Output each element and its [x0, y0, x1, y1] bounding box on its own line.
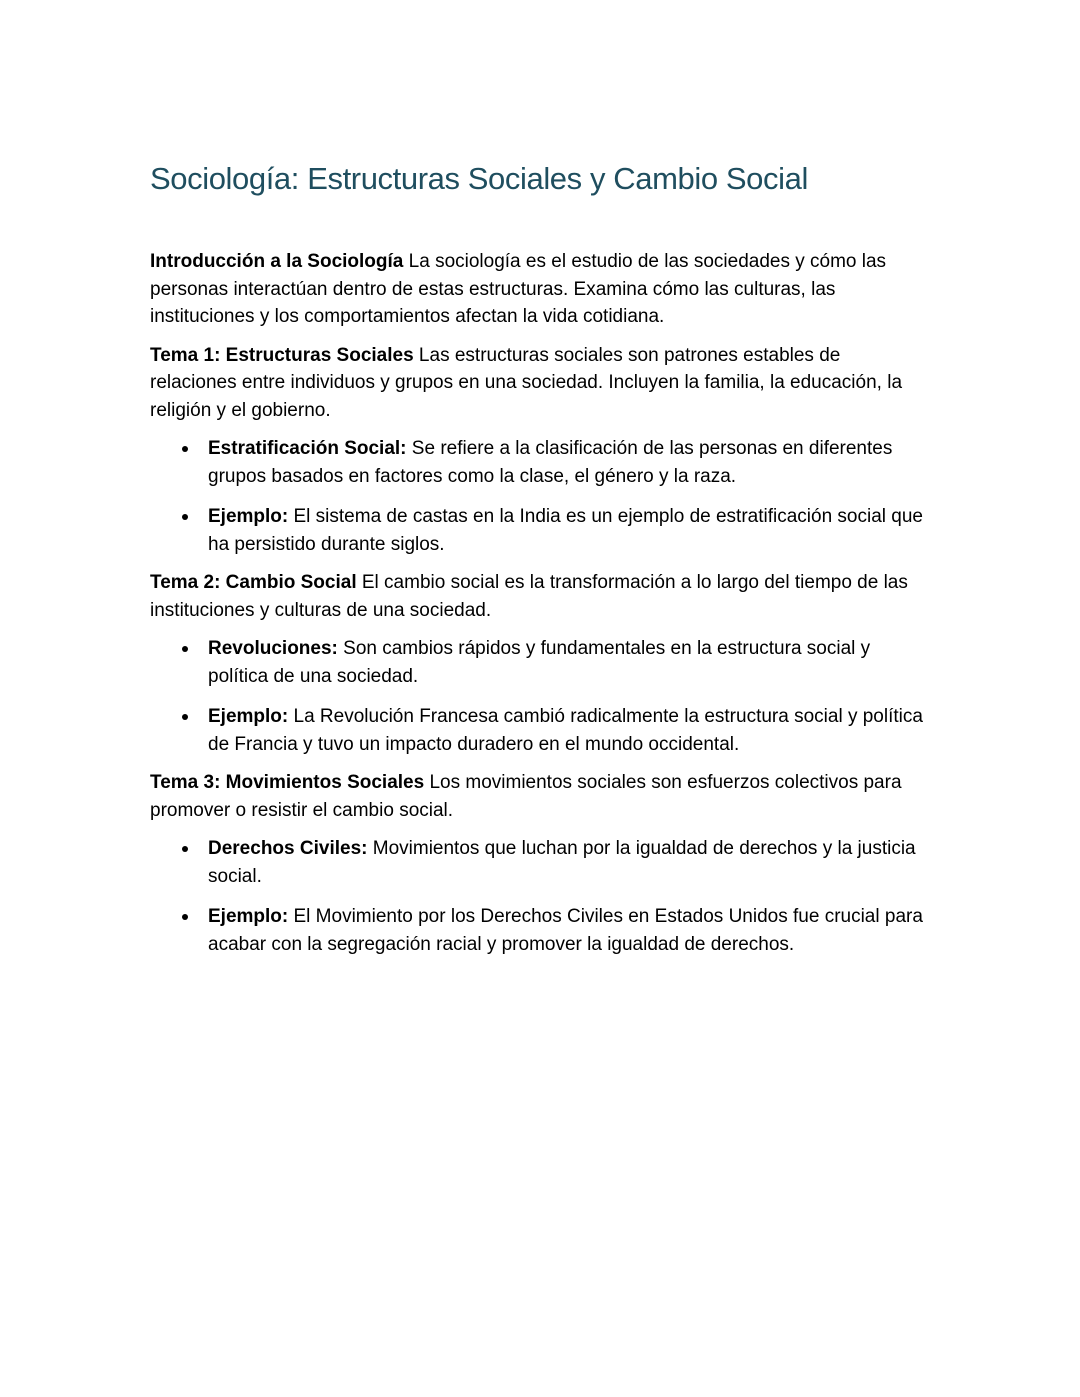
bullet-text: La Revolución Francesa cambió radicalmente la estructura social y política de Francia y tuvo un impacto duradero en el mundo occidental. [208, 706, 923, 755]
paragraph-tema-1 [150, 342, 930, 425]
paragraph-lead: Tema 1: Estructuras Sociales [150, 344, 414, 366]
paragraph-lead: Tema 2: Cambio Social [150, 572, 357, 593]
paragraph-text: Las estructuras sociales son patrones estables de relaciones entre individuos y grupos en una sociedad. Incluyen la familia, la educación, la religión y el gobierno. [150, 344, 903, 421]
list-item [208, 635, 930, 690]
paragraph-text: El cambio social es la transformación a lo largo del tiempo de las instituciones y culturas de una sociedad. [150, 572, 908, 621]
bullet-list-tema-1 [150, 435, 930, 558]
bullet-list-tema-3 [150, 835, 930, 958]
paragraph-text: Los movimientos sociales son esfuerzos colectivos para promover o resistir el cambio social. [150, 772, 902, 821]
bullet-lead: Revoluciones: [208, 638, 338, 659]
list-item [208, 435, 930, 490]
bullet-lead: Ejemplo: [208, 706, 289, 727]
paragraph-lead: Tema 3: Movimientos Sociales [150, 772, 425, 793]
paragraph-tema-2 [150, 569, 930, 624]
bullet-text: El Movimiento por los Derechos Civiles en Estados Unidos fue crucial para acabar con la segregación racial y promover la igualdad de derechos. [208, 906, 923, 955]
document-title: Sociología: Estructuras Sociales y Cambio Social [150, 161, 808, 196]
paragraph-text: La sociología es el estudio de las sociedades y cómo las personas interactúan dentro de estas estructuras. Examina cómo las culturas, las instituciones y los comportamientos afectan la vida cotidiana. [150, 251, 887, 327]
bullet-text: Movimientos que luchan por la igualdad de derechos y la justicia social. [208, 838, 916, 887]
bullet-text: Se refiere a la clasificación de las personas en diferentes grupos basados en factores como la clase, el género y la raza. [208, 438, 893, 487]
bullet-text: El sistema de castas en la India es un ejemplo de estratificación social que ha persistido durante siglos. [208, 506, 923, 555]
list-item [208, 903, 930, 958]
list-item [208, 503, 930, 558]
paragraph-introduccion [150, 248, 930, 331]
paragraph-lead: Introducción a la Sociología [150, 251, 404, 272]
bullet-list-tema-2 [150, 635, 930, 758]
bullet-lead: Ejemplo: [208, 906, 289, 927]
paragraph-tema-3 [150, 769, 930, 824]
list-item [208, 703, 930, 758]
bullet-lead: Estratificación Social: [208, 438, 407, 459]
bullet-lead: Ejemplo: [208, 506, 289, 527]
bullet-lead: Derechos Civiles: [208, 838, 368, 859]
bullet-text: Son cambios rápidos y fundamentales en la estructura social y política de una sociedad. [208, 638, 871, 687]
list-item [208, 835, 930, 890]
